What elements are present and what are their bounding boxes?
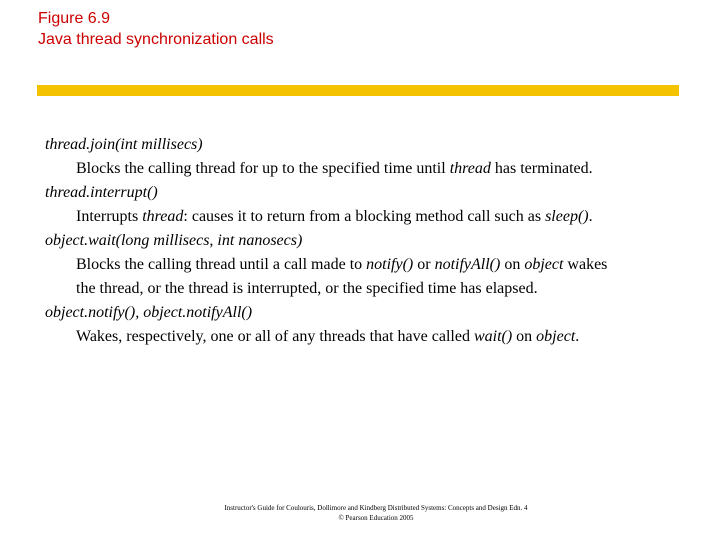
desc-italic: notify(): [366, 256, 414, 273]
desc-text: or: [413, 256, 435, 273]
desc-italic: sleep(): [545, 208, 589, 225]
desc-text: .: [588, 208, 593, 225]
desc-italic: notifyAll(): [434, 256, 501, 273]
method-entry-join: [45, 133, 685, 181]
slide-footer: [0, 503, 720, 523]
desc-text-line2: the thread, or the thread is interrupted, or the specified time has elapsed.: [76, 280, 538, 297]
desc-text: .: [575, 328, 580, 345]
slide-title: [38, 8, 274, 50]
method-signature: object.wait(long millisecs, int nanosecs): [45, 232, 303, 249]
desc-text: Wakes, respectively, one or all of any threads that have called: [76, 328, 474, 345]
method-signature: thread.interrupt(): [45, 184, 158, 201]
desc-text: Blocks the calling thread until a call made to: [76, 256, 367, 273]
desc-text: wakes: [563, 256, 608, 273]
desc-text: Blocks the calling thread for up to the specified time until: [76, 160, 450, 177]
footer-attribution: Instructor's Guide for Coulouris, Dollimore and Kindberg Distributed Systems: Concepts and Design Edn. 4: [224, 504, 528, 512]
method-description: [45, 157, 685, 181]
method-entry-notify: [45, 301, 685, 349]
method-list: [45, 133, 685, 349]
figure-title: Java thread synchronization calls: [38, 31, 274, 48]
title-divider-bar: [37, 85, 679, 96]
method-description: [45, 253, 685, 301]
desc-italic: thread: [449, 160, 491, 177]
desc-text: on: [500, 256, 525, 273]
desc-text: Interrupts: [76, 208, 143, 225]
desc-italic: object: [536, 328, 576, 345]
method-description: [45, 325, 685, 349]
desc-text: on: [512, 328, 537, 345]
method-description: [45, 205, 685, 229]
method-signature: object.notify(), object.notifyAll(): [45, 304, 253, 321]
desc-italic: wait(): [473, 328, 513, 345]
desc-italic: object: [524, 256, 564, 273]
desc-text: : causes it to return from a blocking method call such as: [183, 208, 546, 225]
footer-copyright: © Pearson Education 2005: [338, 514, 414, 522]
figure-label: Figure 6.9: [38, 10, 111, 27]
method-entry-interrupt: [45, 181, 685, 229]
desc-text: has terminated.: [490, 160, 593, 177]
desc-italic: thread: [142, 208, 184, 225]
method-signature: thread.join(int millisecs): [45, 136, 203, 153]
method-entry-wait: [45, 229, 685, 301]
